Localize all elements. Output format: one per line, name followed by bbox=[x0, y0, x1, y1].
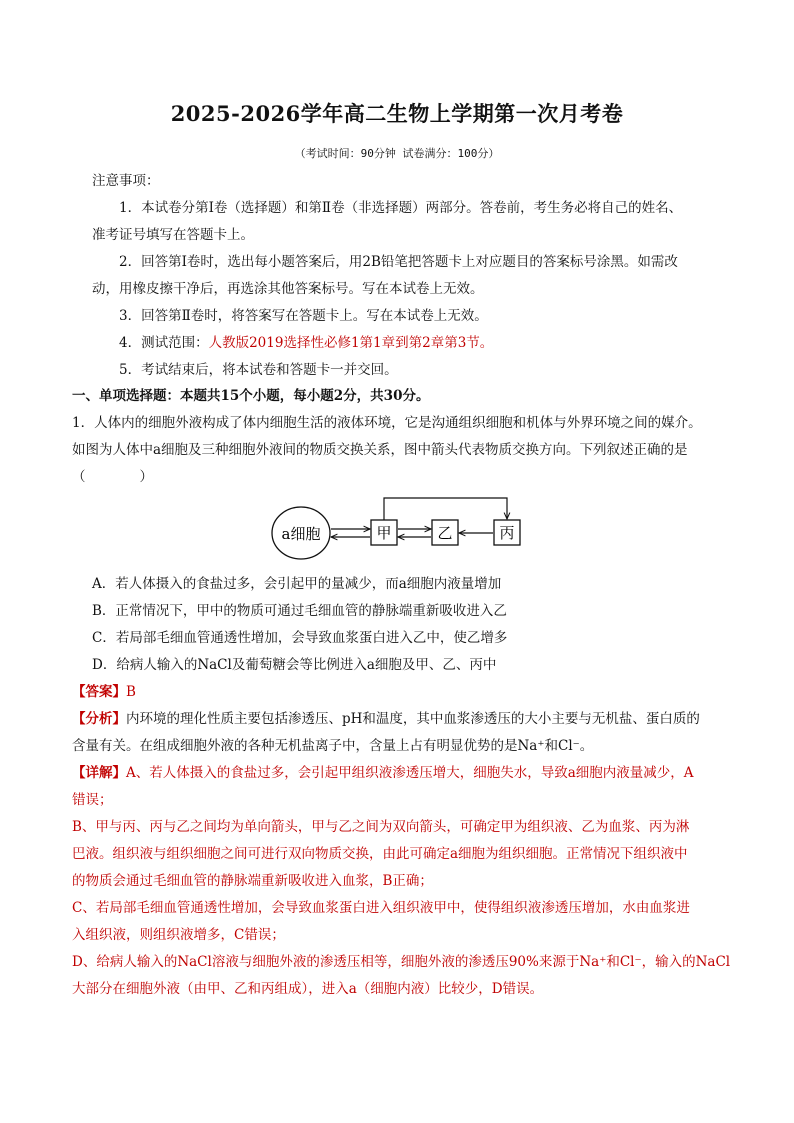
notice-heading: 注意事项： bbox=[92, 173, 160, 189]
exchange-diagram bbox=[270, 490, 530, 560]
test-scope: 人教版2019选择性必修1第1章到第2章第3节。 bbox=[208, 335, 494, 351]
notice-item-2-line-1: 2．回答第Ⅰ卷时，选出每小题答案后，用2B铅笔把答题卡上对应题目的答案标号涂黑。如需改 bbox=[119, 254, 678, 270]
exam-subtitle: （考试时间：90分钟 试卷满分：100分） bbox=[294, 147, 500, 160]
cell-label: a细胞 bbox=[281, 525, 321, 543]
section-heading: 一、单项选择题：本题共15个小题，每小题2分，共30分。 bbox=[72, 388, 430, 404]
box-bing-label: 丙 bbox=[499, 524, 515, 542]
notice-item-2-line-2: 动，用橡皮擦干净后，再选涂其他答案标号。写在本试卷上无效。 bbox=[92, 281, 484, 297]
analysis-text-1: 内环境的理化性质主要包括渗透压、pH和温度，其中血浆渗透压的大小主要与无机盐、蛋白质的 bbox=[126, 711, 700, 727]
option-d: D．给病人输入的NaCl及葡萄糖会等比例进入a细胞及甲、乙、丙中 bbox=[92, 657, 497, 673]
detail-a-line-2: 错误； bbox=[72, 792, 113, 808]
option-a: A．若人体摄入的食盐过多，会引起甲的量减少，而a细胞内液量增加 bbox=[92, 576, 502, 592]
notice-item-4 bbox=[119, 334, 493, 352]
notice-item-5: 5．考试结束后，将本试卷和答题卡一并交回。 bbox=[119, 362, 398, 378]
answer-value: B bbox=[126, 684, 136, 700]
notice-item-3: 3．回答第Ⅱ卷时，将答案写在答题卡上。写在本试卷上无效。 bbox=[119, 308, 488, 324]
analysis-tag: 【分析】 bbox=[72, 711, 126, 727]
detail-d-line-1: D、给病人输入的NaCl溶液与细胞外液的渗透压相等，细胞外液的渗透压90%来源于Na⁺和Cl⁻，输入的NaCl bbox=[72, 954, 731, 970]
question-stem-line-3: （ ） bbox=[72, 469, 153, 485]
detail-b-line-1: B、甲与丙、丙与乙之间均为单向箭头，甲与乙之间为双向箭头，可确定甲为组织液、乙为血浆、丙为淋 bbox=[72, 819, 690, 835]
detail-b-line-2: 巴液。组织液与组织细胞之间可进行双向物质交换，由此可确定a细胞为组织细胞。正常情况下组织液中 bbox=[72, 846, 688, 862]
notice-item-1-line-1: 1．本试卷分第Ⅰ卷（选择题）和第Ⅱ卷（非选择题）两部分。答卷前，考生务必将自己的姓名、 bbox=[119, 200, 683, 216]
answer-tag: 【答案】 bbox=[72, 684, 126, 700]
analysis-line-1 bbox=[72, 710, 700, 728]
option-b: B．正常情况下，甲中的物质可通过毛细血管的静脉端重新吸收进入乙 bbox=[92, 603, 507, 619]
detail-tag: 【详解】 bbox=[72, 765, 126, 781]
detail-b-line-3: 的物质会通过毛细血管的静脉端重新吸收进入血浆，B正确； bbox=[72, 873, 433, 889]
exam-title: 2025-2026学年高二生物上学期第一次月考卷 bbox=[170, 101, 624, 126]
detail-a-line-1 bbox=[72, 764, 694, 782]
box-yi-label: 乙 bbox=[437, 524, 453, 542]
question-stem-line-1: 1．人体内的细胞外液构成了体内细胞生活的液体环境，它是沟通组织细胞和机体与外界环境之间的媒介。 bbox=[72, 415, 702, 431]
detail-a-text-1: A、若人体摄入的食盐过多，会引起甲组织液渗透压增大，细胞失水，导致a细胞内液量减少，A bbox=[126, 765, 694, 781]
detail-c-line-1: C、若局部毛细血管通透性增加，会导致血浆蛋白进入组织液甲中，使得组织液渗透压增加，水由血浆进 bbox=[72, 900, 690, 916]
notice-item-4-prefix: 4．测试范围： bbox=[119, 335, 209, 351]
detail-c-line-2: 入组织液，则组织液增多，C错误； bbox=[72, 927, 285, 943]
arrow-jia-to-bing bbox=[384, 498, 507, 520]
detail-d-line-2: 大部分在细胞外液（由甲、乙和丙组成），进入a（细胞内液）比较少，D错误。 bbox=[72, 981, 544, 997]
box-jia-label: 甲 bbox=[376, 524, 392, 542]
analysis-line-2: 含量有关。在组成细胞外液的各种无机盐离子中，含量上占有明显优势的是Na⁺和Cl⁻。 bbox=[72, 738, 594, 754]
notice-item-1-line-2: 准考证号填写在答题卡上。 bbox=[92, 227, 254, 243]
answer-line bbox=[72, 683, 136, 701]
question-stem-line-2: 如图为人体中a细胞及三种细胞外液间的物质交换关系，图中箭头代表物质交换方向。下列叙述正确的是 bbox=[72, 442, 688, 458]
option-c: C．若局部毛细血管通透性增加，会导致血浆蛋白进入乙中，使乙增多 bbox=[92, 630, 508, 646]
